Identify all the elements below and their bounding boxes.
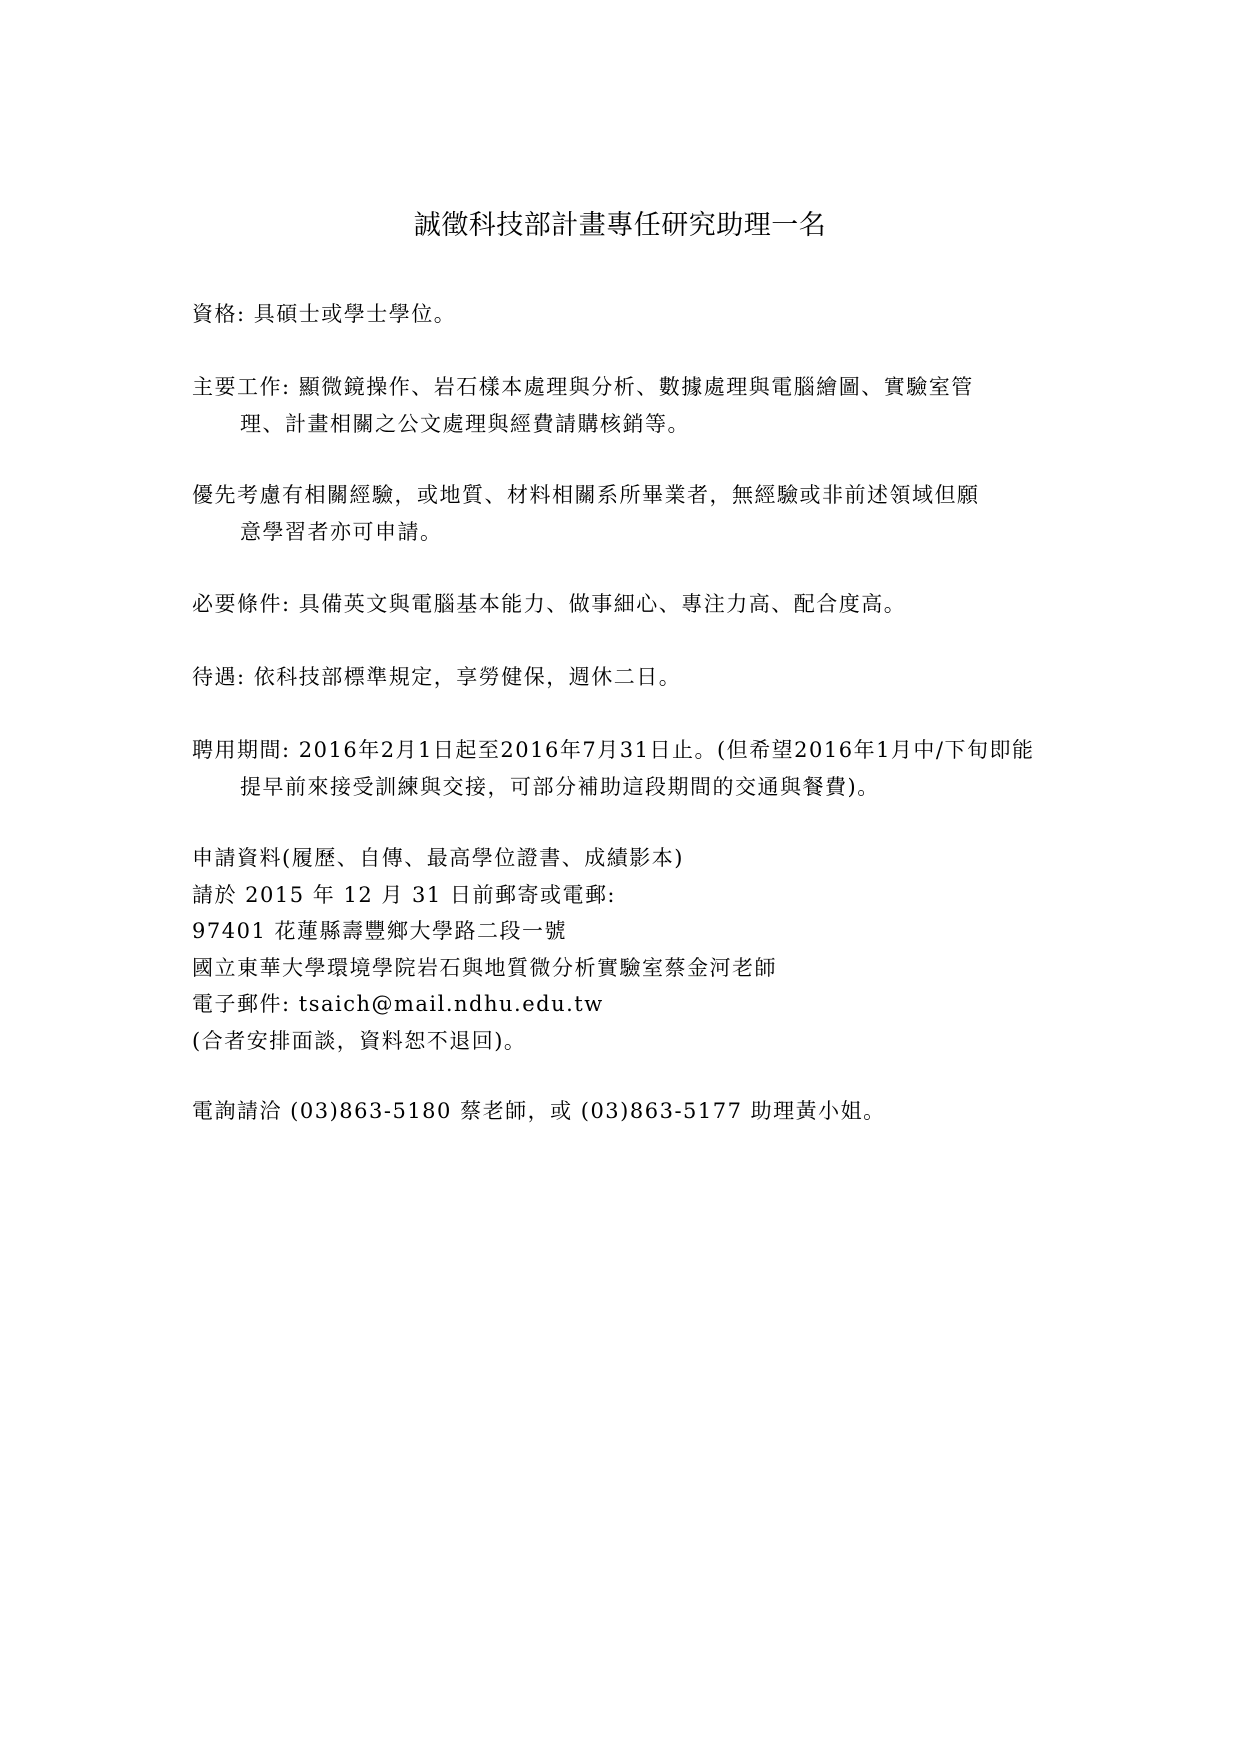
priority-text-line-2: 意學習者亦可申請。	[240, 520, 443, 544]
application-materials: 申請資料(履歷、自傳、最高學位證書、成績影本)	[192, 846, 684, 870]
application-section	[192, 840, 1062, 1059]
qualification-section	[192, 296, 1062, 333]
benefits-section	[192, 659, 1062, 696]
priority-text-line-1: 優先考慮有相關經驗，或地質、材料相關系所畢業者，無經驗或非前述領域但願	[192, 483, 980, 507]
mailing-address: 97401 花蓮縣壽豐鄉大學路二段一號	[192, 919, 567, 943]
benefits-text: 待遇: 依科技部標準規定，享勞健保，週休二日。	[192, 665, 682, 689]
interview-note: (合者安排面談，資料恕不退回)。	[192, 1028, 527, 1053]
duties-text-line-1: 主要工作: 顯微鏡操作、岩石樣本處理與分析、數據處理與電腦繪圖、實驗室管	[192, 375, 974, 399]
requirements-text: 必要條件: 具備英文與電腦基本能力、做事細心、專注力高、配合度高。	[192, 592, 907, 616]
contact-email: 電子郵件: tsaich@mail.ndhu.edu.tw	[192, 992, 604, 1016]
period-text-line-1: 聘用期間: 2016年2月1日起至2016年7月31日止。(但希望2016年1月中/下旬即能	[192, 738, 1035, 762]
period-section	[192, 732, 1062, 806]
period-text-line-2: 提早前來接受訓練與交接，可部分補助這段期間的交通與餐費)。	[240, 775, 880, 799]
priority-section	[192, 477, 1062, 551]
contact-phone-text: 電詢請洽 (03)863-5180 蔡老師，或 (03)863-5177 助理黃小姐。	[192, 1099, 886, 1123]
recipient-lab: 國立東華大學環境學院岩石與地質微分析實驗室蔡金河老師	[192, 955, 777, 980]
duties-section	[192, 369, 1062, 443]
page-title: 誠徵科技部計畫專任研究助理一名	[413, 210, 827, 241]
duties-text-line-2: 理、計畫相關之公文處理與經費請購核銷等。	[240, 412, 690, 436]
application-deadline: 請於 2015 年 12 月 31 日前郵寄或電郵:	[192, 882, 617, 907]
requirements-section	[192, 586, 1062, 623]
contact-section	[192, 1093, 1062, 1130]
qualification-text: 資格: 具碩士或學士學位。	[192, 302, 457, 326]
